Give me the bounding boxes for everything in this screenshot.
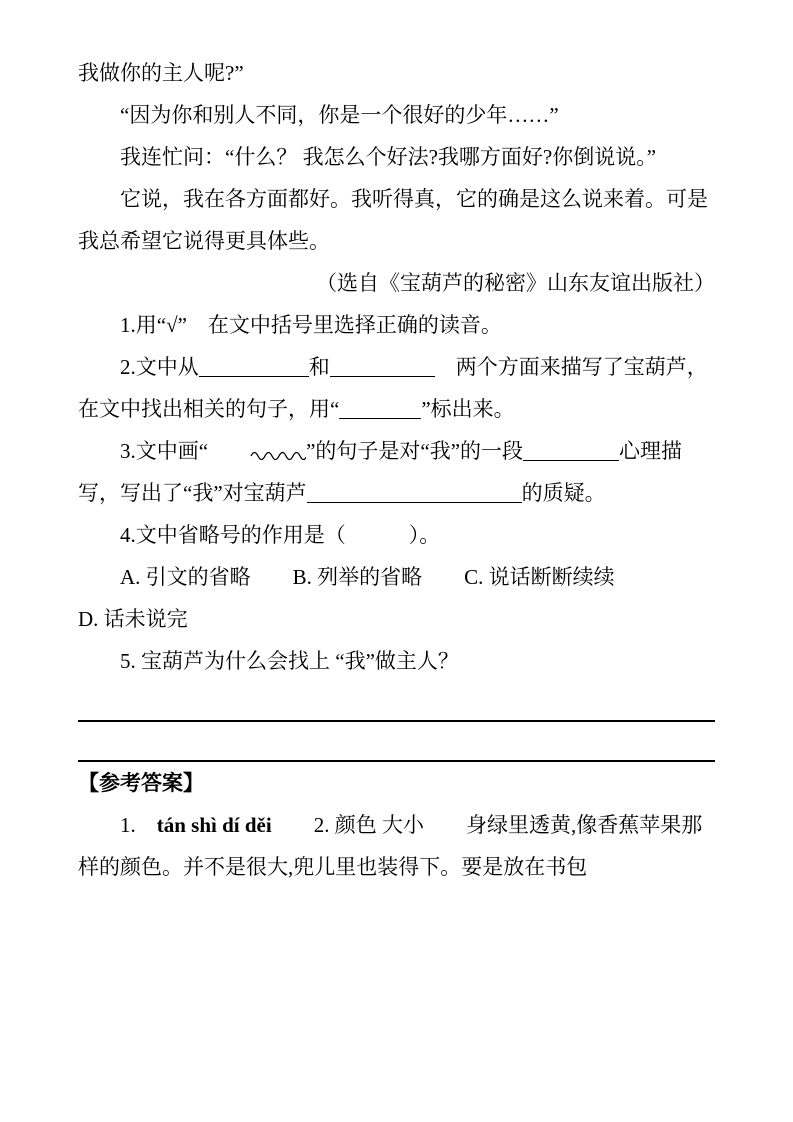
fill-in-blank-underline bbox=[330, 355, 435, 377]
fill-in-blank-underline bbox=[307, 481, 522, 503]
paragraph: 4.文中省略号的作用是（ ）。 bbox=[120, 523, 441, 547]
reference-answers-body bbox=[78, 804, 715, 888]
paragraph: “因为你和别人不同，你是一个很好的少年……” bbox=[120, 103, 559, 127]
document-body bbox=[78, 52, 715, 682]
paragraph: 我连忙问：“什么？ 我怎么个好法?我哪方面好?你倒说说。” bbox=[120, 145, 657, 169]
paragraph: 3.文中画“ ”的句子是对“我”的一段 心理描写，写出了“我”对宝葫芦 的质疑。 bbox=[78, 439, 683, 505]
paragraph: A. 引文的省略 B. 列举的省略 C. 说话断断续续 bbox=[120, 565, 615, 589]
fill-in-blank-underline bbox=[339, 397, 421, 419]
bold-text: tán shì dí děi bbox=[156, 813, 272, 837]
fill-in-blank-underline bbox=[523, 439, 619, 461]
paragraph: 1. tán shì dí děi 2. 颜色 大小 身绿里透黄,像香蕉苹果那样的颜色。并不是很大,兜儿里也装得下。要是放在书包 bbox=[78, 813, 703, 879]
answer-lines bbox=[78, 720, 715, 762]
paragraph: 5. 宝葫芦为什么会找上 “我”做主人？ bbox=[120, 649, 459, 673]
wavy-underline bbox=[208, 450, 306, 460]
fill-in-blank-underline bbox=[199, 355, 309, 377]
wavy-line-icon bbox=[250, 450, 306, 460]
reference-answers-heading: 【参考答案】 bbox=[78, 771, 204, 795]
paragraph: 我做你的主人呢?” bbox=[78, 61, 244, 85]
paragraph: 它说，我在各方面都好。我听得真，它的确是这么说来着。可是我总希望它说得更具体些。 bbox=[78, 187, 708, 253]
paragraph: 1.用“√” 在文中括号里选择正确的读音。 bbox=[120, 313, 502, 337]
paragraph: 2.文中从 和 两个方面来描写了宝葫芦，在文中找出相关的句子，用“ ”标出来。 bbox=[78, 355, 708, 421]
paragraph: （选自《宝葫芦的秘密》山东友谊出版社） bbox=[316, 271, 715, 295]
paragraph: D. 话未说完 bbox=[78, 607, 188, 631]
answer-line bbox=[78, 720, 715, 722]
